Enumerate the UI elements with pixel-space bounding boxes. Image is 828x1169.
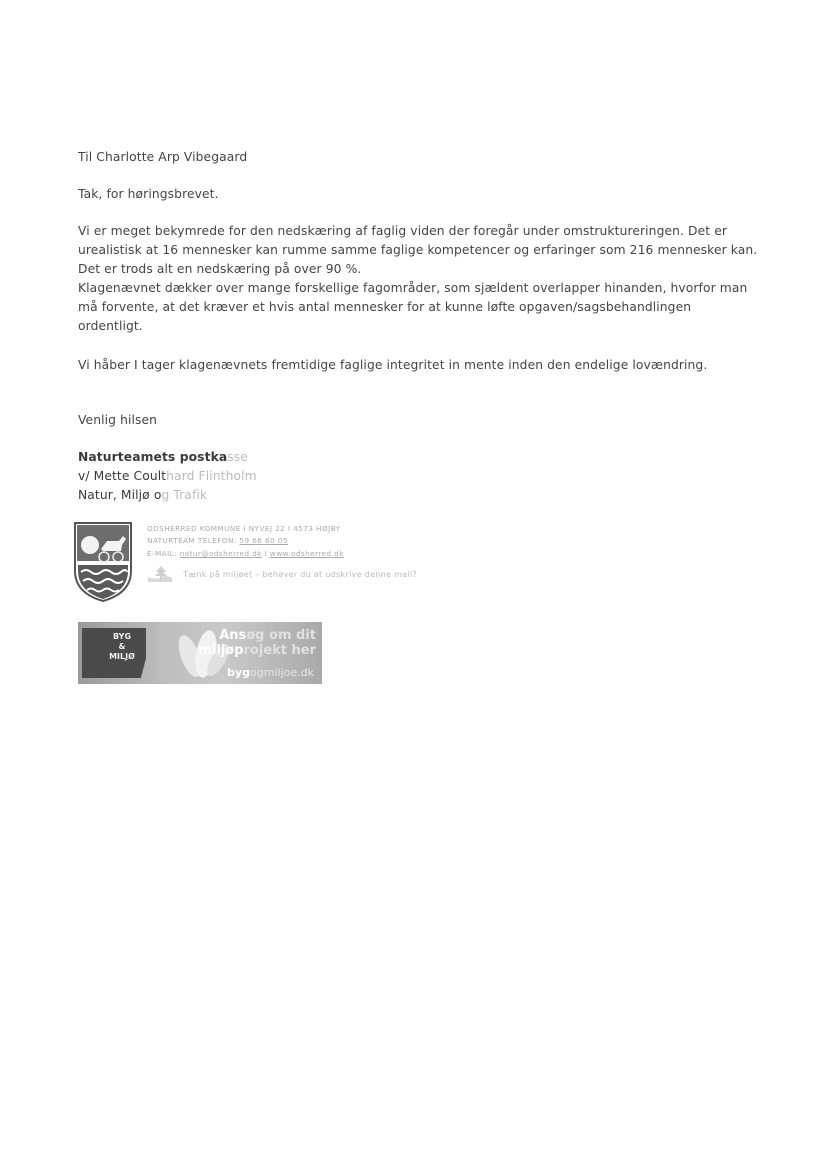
url-light: ogmiljoe.dk bbox=[250, 666, 314, 679]
contact-info bbox=[147, 523, 344, 560]
paragraph-line: Klagenævnet dækker over mange forskellige fagområder, som sjældent overlapper hinanden, hvorfor man bbox=[78, 281, 748, 295]
paragraph-2: Vi håber I tager klagenævnets fremtidige faglige integritet in mente inden den endelige lovændring. bbox=[78, 358, 708, 372]
address-line: ODSHERRED KOMMUNE I NYVEJ 22 I 4573 HØJBY bbox=[147, 524, 341, 533]
byg-miljo-banner[interactable] bbox=[78, 622, 322, 684]
banner-logo-text bbox=[102, 632, 142, 662]
plaque-line: MILJØ bbox=[109, 652, 135, 661]
salutation: Til Charlotte Arp Vibegaard bbox=[78, 150, 248, 164]
phone-label: NATURTEAM TELEFON: bbox=[147, 536, 240, 546]
headline1-strong: Ans bbox=[219, 628, 247, 643]
separator: I bbox=[261, 548, 270, 558]
letter-body bbox=[78, 148, 758, 505]
email-line bbox=[147, 548, 344, 560]
signature-team-faded: sse bbox=[227, 450, 248, 464]
url-strong: byg bbox=[227, 666, 251, 679]
banner-url[interactable] bbox=[227, 666, 314, 679]
signature-block bbox=[78, 448, 758, 505]
email-label: E-MAIL: bbox=[147, 548, 180, 558]
phone-line bbox=[147, 535, 344, 547]
signature-team: Naturteamets postka bbox=[78, 450, 228, 464]
paragraph-line: må forvente, at det kræver et hvis antal mennesker for at kunne løfte opgaven/sagsbehandlingen bbox=[78, 300, 692, 314]
headline2-strong: miljøp bbox=[198, 643, 244, 658]
tree-icon bbox=[147, 565, 173, 583]
green-note-text: Tænk på miljøet – behøver du at udskrive denne mail? bbox=[183, 569, 417, 579]
signature-person: v/ Mette Coult bbox=[78, 469, 167, 483]
signature-department-faded: g Trafik bbox=[161, 488, 208, 502]
green-note bbox=[147, 565, 417, 583]
paragraph-line: Vi er meget bekymrede for den nedskæring af faglig viden der foregår under omstruktureringen. Det er bbox=[78, 224, 728, 238]
paragraph-line: Det er trods alt en nedskæring på over 90 %. bbox=[78, 262, 362, 276]
website-link[interactable]: www.odsherred.dk bbox=[269, 548, 344, 558]
email-footer bbox=[73, 521, 493, 605]
plaque-line: & bbox=[118, 642, 126, 651]
plaque-line: BYG bbox=[112, 632, 132, 641]
municipality-crest-icon bbox=[73, 521, 133, 603]
headline2-light: rojekt her bbox=[243, 643, 316, 658]
email-link[interactable]: natur@odsherred.dk bbox=[179, 548, 262, 558]
thanks-line: Tak, for høringsbrevet. bbox=[78, 187, 219, 201]
headline1-light: øg om dit bbox=[246, 628, 316, 643]
closing: Venlig hilsen bbox=[78, 413, 158, 427]
paragraph-line: urealistisk at 16 mennesker kan rumme samme faglige kompetencer og erfaringer som 216 mennesker kan. bbox=[78, 243, 758, 257]
banner-headline bbox=[198, 628, 316, 658]
phone-link[interactable]: 59 66 60 05 bbox=[239, 536, 288, 546]
signature-department: Natur, Miljø o bbox=[78, 488, 162, 502]
paragraph-line: ordentligt. bbox=[78, 319, 143, 333]
signature-person-faded: hard Flintholm bbox=[166, 469, 257, 483]
